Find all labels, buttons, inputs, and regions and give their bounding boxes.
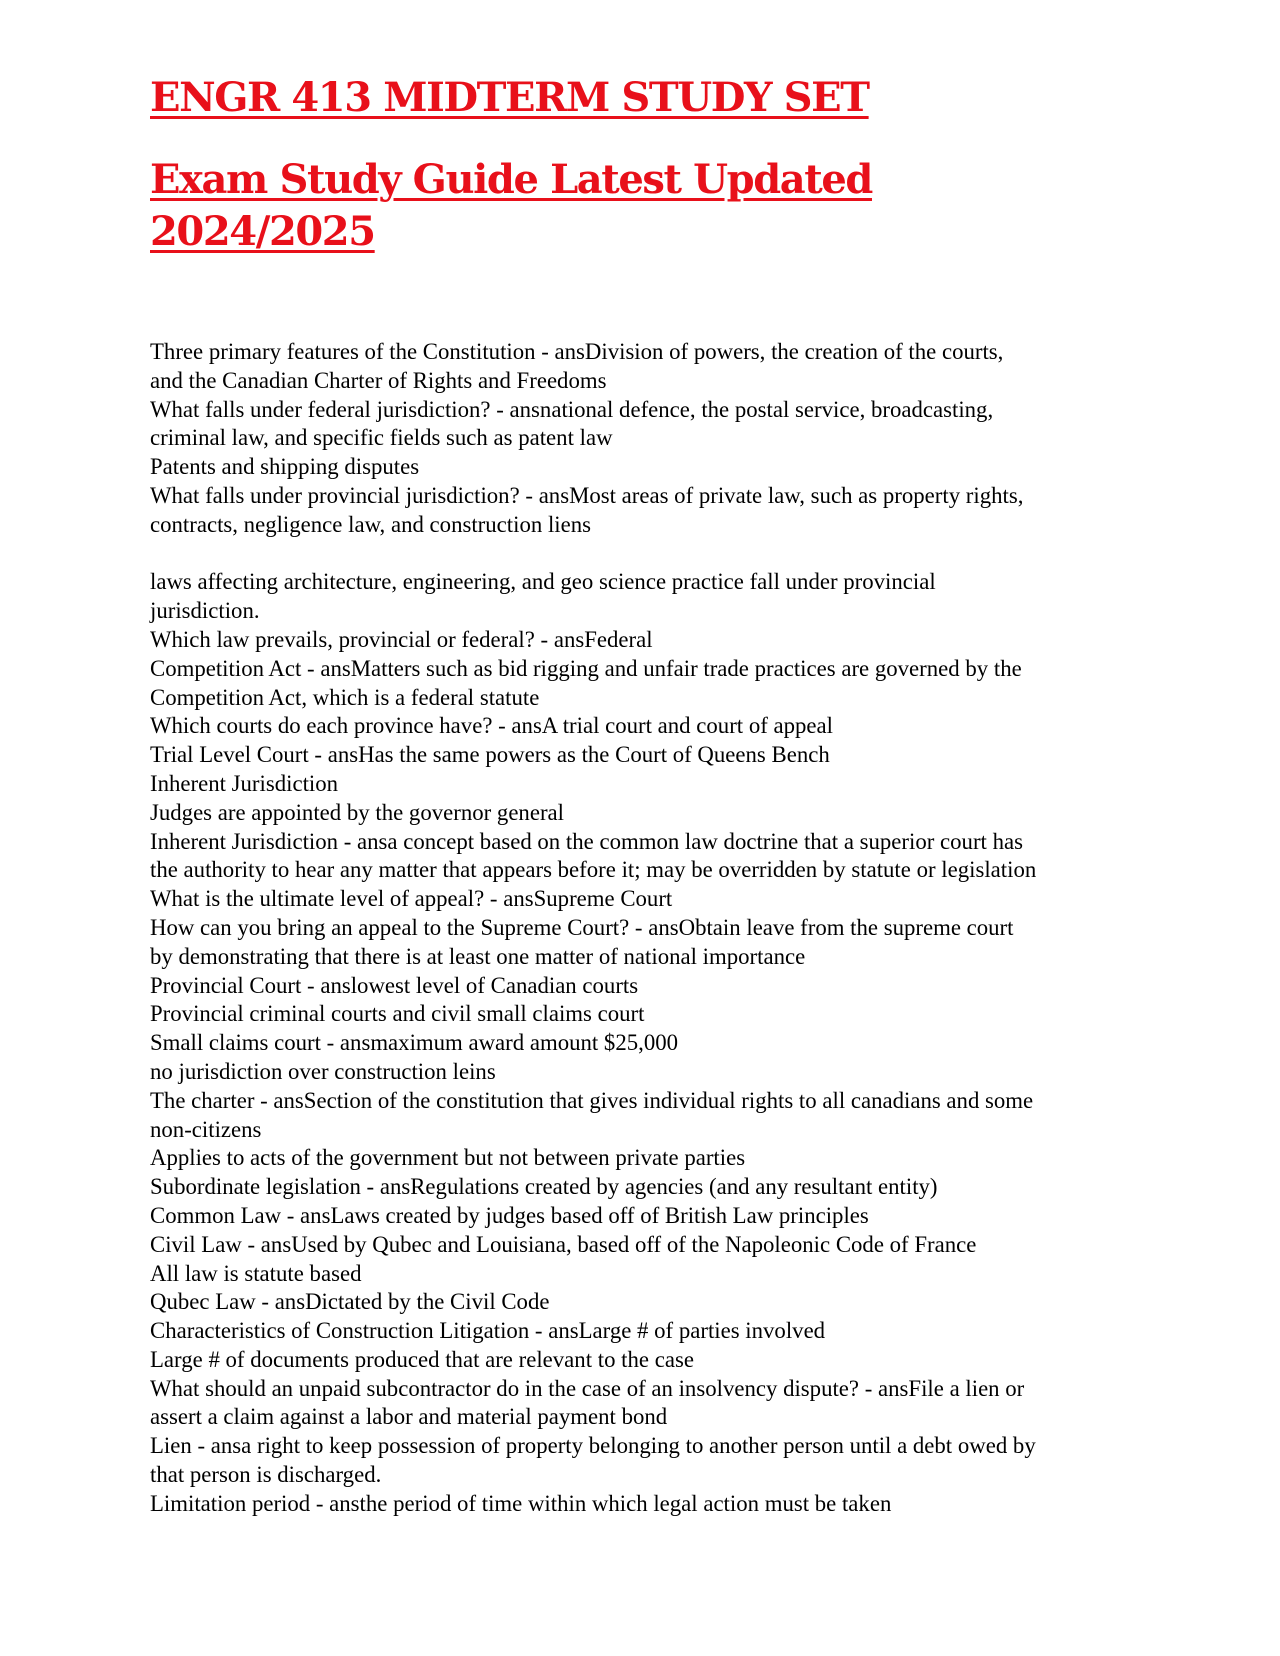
text-line: non-citizens [150, 1116, 262, 1142]
text-line: Competition Act, which is a federal statute [150, 684, 540, 710]
document-body [150, 338, 1150, 1519]
document-title: ENGR 413 MIDTERM STUDY SET [150, 74, 869, 121]
text-line: by demonstrating that there is at least one matter of national importance [150, 943, 806, 969]
text-line: Small claims court - ansmaximum award amount $25,000 [150, 1030, 679, 1056]
text-line: the authority to hear any matter that appears before it; may be overridden by statute or legislation [150, 857, 1037, 883]
text-line: How can you bring an appeal to the Supreme Court? - ansObtain leave from the supreme court [150, 914, 1014, 940]
text-line: Applies to acts of the government but not between private parties [150, 1145, 746, 1171]
text-line: What falls under federal jurisdiction? - ansnational defence, the postal service, broadcasting, [150, 396, 994, 422]
text-line: Patents and shipping disputes [150, 454, 420, 480]
text-line: jurisdiction. [150, 598, 260, 624]
text-line: Civil Law - ansUsed by Qubec and Louisiana, based off of the Napoleonic Code of France [150, 1231, 977, 1257]
text-line: Competition Act - ansMatters such as bid rigging and unfair trade practices are governed by the [150, 655, 1022, 681]
text-line: Common Law - ansLaws created by judges based off of British Law principles [150, 1202, 869, 1228]
text-line: All law is statute based [150, 1260, 362, 1286]
text-line: Qubec Law - ansDictated by the Civil Code [150, 1289, 550, 1315]
text-line: Provincial Court - anslowest level of Canadian courts [150, 972, 639, 998]
text-line: Large # of documents produced that are relevant to the case [150, 1346, 694, 1372]
text-line: criminal law, and specific fields such as patent law [150, 425, 613, 451]
document-page [150, 72, 1150, 1519]
document-subtitle [150, 154, 1150, 258]
text-line: no jurisdiction over construction leins [150, 1058, 496, 1084]
text-line: Limitation period - ansthe period of time within which legal action must be taken [150, 1490, 892, 1516]
subtitle-line-1: Exam Study Guide Latest Updated [150, 156, 872, 203]
blank-line [150, 540, 1150, 569]
text-line: What should an unpaid subcontractor do in the case of an insolvency dispute? - ansFile a lien or [150, 1375, 1025, 1401]
text-line: Inherent Jurisdiction - ansa concept based on the common law doctrine that a superior court has [150, 828, 1023, 854]
text-line: contracts, negligence law, and construction liens [150, 511, 592, 537]
text-line: Which courts do each province have? - ansA trial court and court of appeal [150, 713, 833, 739]
text-line: The charter - ansSection of the constitution that gives individual rights to all canadians and some [150, 1087, 1034, 1113]
text-line: Lien - ansa right to keep possession of property belonging to another person until a debt owed by [150, 1433, 1036, 1459]
text-line: Provincial criminal courts and civil small claims court [150, 1001, 645, 1027]
text-line: Trial Level Court - ansHas the same powers as the Court of Queens Bench [150, 742, 830, 768]
text-line: What falls under provincial jurisdiction? - ansMost areas of private law, such as property rights, [150, 482, 1024, 508]
text-line: Judges are appointed by the governor general [150, 799, 564, 825]
text-line: What is the ultimate level of appeal? - ansSupreme Court [150, 886, 673, 912]
text-line: assert a claim against a labor and material payment bond [150, 1404, 668, 1430]
text-line: Characteristics of Construction Litigation - ansLarge # of parties involved [150, 1318, 826, 1344]
text-line: that person is discharged. [150, 1462, 382, 1488]
text-line: Which law prevails, provincial or federal? - ansFederal [150, 626, 653, 652]
text-line: Inherent Jurisdiction [150, 770, 339, 796]
text-line: and the Canadian Charter of Rights and Freedoms [150, 367, 607, 393]
text-line: Subordinate legislation - ansRegulations created by agencies (and any resultant entity) [150, 1174, 938, 1200]
text-line: Three primary features of the Constitution - ansDivision of powers, the creation of the courts, [150, 339, 1004, 364]
subtitle-line-2: 2024/2025 [150, 208, 375, 255]
text-line: laws affecting architecture, engineering, and geo science practice fall under provincial [150, 569, 936, 595]
